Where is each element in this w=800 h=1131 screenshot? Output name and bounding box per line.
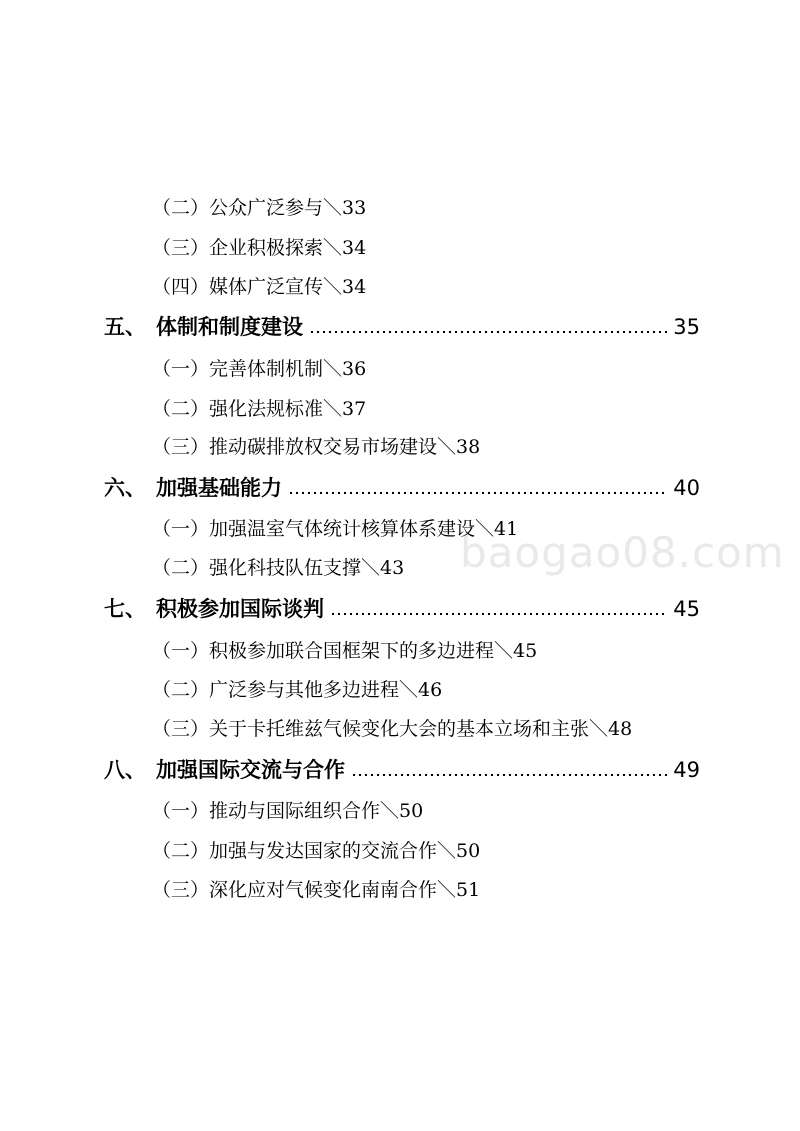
toc-subentry-label: （二）公众广泛参与＼33 xyxy=(152,197,367,219)
toc-subentry-label: （一）完善体制机制＼36 xyxy=(152,358,367,380)
toc-subentry-label: （二）强化法规标准＼37 xyxy=(152,398,367,420)
toc-page-number: 49 xyxy=(673,758,700,782)
toc-subentry-label: （三）深化应对气候变化南南合作＼51 xyxy=(152,879,481,901)
toc-subentry[interactable] xyxy=(0,357,800,391)
toc-subentry-label: （三）关于卡托维兹气候变化大会的基本立场和主张＼48 xyxy=(152,718,633,740)
toc-page-number: 45 xyxy=(673,597,700,621)
toc-subentry-label: （一）积极参加联合国框架下的多边进程＼45 xyxy=(152,640,538,662)
toc-subentry-label: （二）广泛参与其他多边进程＼46 xyxy=(152,679,443,701)
dot-leader xyxy=(288,491,667,495)
toc-subentry[interactable] xyxy=(0,717,800,751)
toc-subentry[interactable] xyxy=(0,639,800,673)
toc-chapter-title: 积极参加国际谈判 xyxy=(156,597,324,621)
dot-leader xyxy=(330,612,667,616)
toc-subentry-label: （一）加强温室气体统计核算体系建设＼41 xyxy=(152,518,519,540)
dot-leader xyxy=(309,330,667,334)
toc-subentry-label: （一）推动与国际组织合作＼50 xyxy=(152,800,424,822)
toc-page-number: 35 xyxy=(673,315,700,339)
toc-chapter-number: 五、 xyxy=(104,315,146,339)
toc-subentry[interactable] xyxy=(0,236,800,270)
toc-chapter-title: 体制和制度建设 xyxy=(156,315,303,339)
toc-subentry-label: （二）加强与发达国家的交流合作＼50 xyxy=(152,840,481,862)
toc-subentry[interactable] xyxy=(0,839,800,873)
toc-chapter-entry[interactable] xyxy=(0,596,800,630)
toc-subentry[interactable] xyxy=(0,556,800,590)
toc-chapter-entry[interactable] xyxy=(0,314,800,348)
toc-subentry[interactable] xyxy=(0,196,800,230)
toc-page-number: 40 xyxy=(673,476,700,500)
toc-chapter-entry[interactable] xyxy=(0,475,800,509)
toc-subentry[interactable] xyxy=(0,275,800,309)
toc-chapter-title: 加强国际交流与合作 xyxy=(156,758,345,782)
toc-chapter-number: 七、 xyxy=(104,597,146,621)
toc-chapter-number: 八、 xyxy=(104,758,146,782)
toc-chapter-entry[interactable] xyxy=(0,757,800,791)
toc-subentry-label: （二）强化科技队伍支撑＼43 xyxy=(152,557,405,579)
toc-subentry[interactable] xyxy=(0,878,800,912)
toc-subentry-label: （三）推动碳排放权交易市场建设＼38 xyxy=(152,436,481,458)
toc-subentry-label: （四）媒体广泛宣传＼34 xyxy=(152,276,367,298)
toc-subentry[interactable] xyxy=(0,517,800,551)
toc-subentry-label: （三）企业积极探索＼34 xyxy=(152,237,367,259)
toc-subentry[interactable] xyxy=(0,435,800,469)
toc-subentry[interactable] xyxy=(0,678,800,712)
toc-subentry[interactable] xyxy=(0,799,800,833)
dot-leader xyxy=(351,773,667,777)
watermark: baogao08.com xyxy=(460,528,785,577)
toc-chapter-title: 加强基础能力 xyxy=(156,476,282,500)
toc-chapter-number: 六、 xyxy=(104,476,146,500)
toc-subentry[interactable] xyxy=(0,397,800,431)
